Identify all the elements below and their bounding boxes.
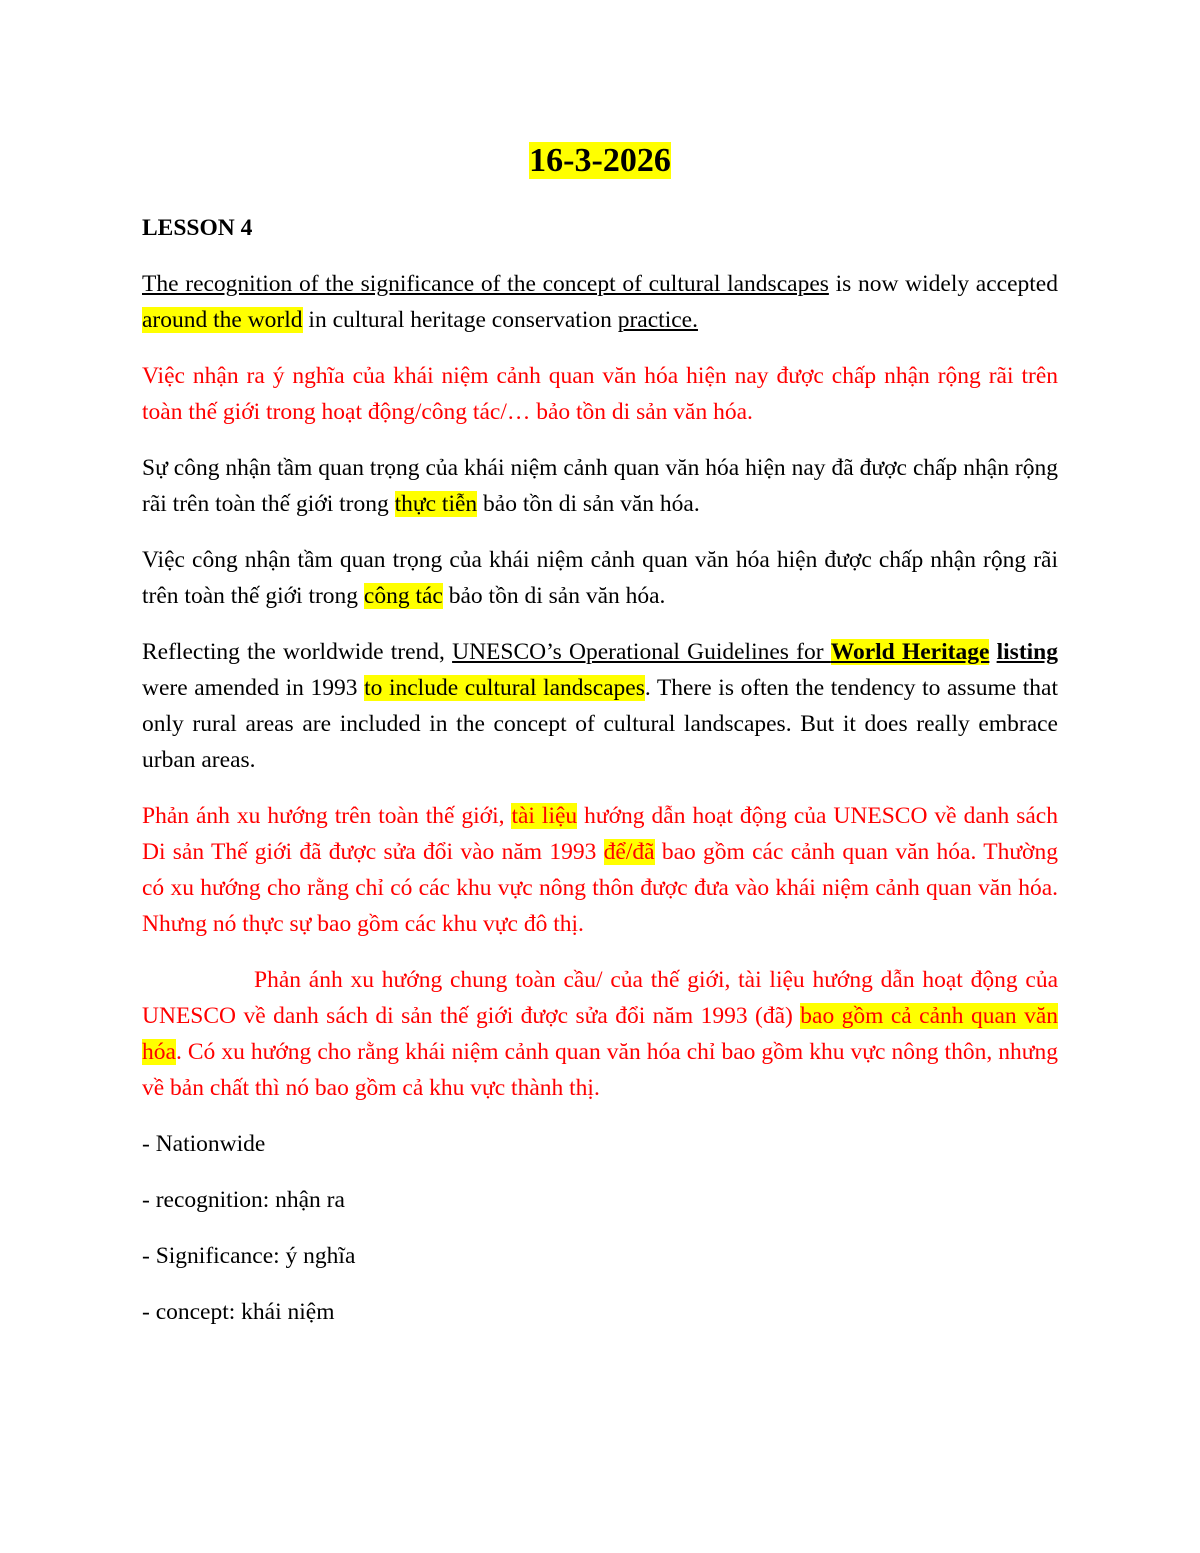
highlighted-phrase: thực tiễn: [394, 491, 478, 517]
date-heading: 16-3-2026: [529, 142, 671, 179]
underlined-phrase: practice.: [617, 307, 698, 333]
text-run: [989, 639, 996, 665]
highlighted-phrase: công tác: [363, 583, 443, 609]
text-run: in cultural heritage conservation: [302, 307, 618, 333]
vocabulary-list: [142, 1126, 1058, 1330]
underlined-phrase: The recognition of the significance of the concept of cultural landscapes: [142, 271, 829, 297]
text-run: Sự công nhận tầm quan trọng của khái niệm cảnh quan văn hóa hiện nay đã được chấp nhận rộng rãi trên toàn thế giới trong: [142, 455, 1058, 517]
page-title: [142, 138, 1058, 184]
vietnamese-translation-4: [142, 798, 1058, 942]
highlighted-phrase: to include cultural landscapes: [364, 675, 645, 701]
document-page: [142, 138, 1058, 1350]
english-paragraph-1: [142, 266, 1058, 338]
text-run: Phản ánh xu hướng chung toàn cầu/ của thế giới, tài liệu hướng dẫn hoạt động của UNESCO về danh sách di sản thế giới được sửa đổi năm 1993 (đã): [142, 967, 1058, 1029]
english-paragraph-2: [142, 634, 1058, 778]
highlighted-phrase: để/đã: [603, 839, 655, 865]
highlighted-phrase: tài liệu: [511, 803, 578, 829]
vietnamese-translation-3: [142, 542, 1058, 614]
text-run: . Có xu hướng cho rằng khái niệm cảnh quan văn hóa chỉ bao gồm khu vực nông thôn, nhưng về bản chất thì nó bao gồm cả khu vực thành thị.: [142, 1039, 1058, 1101]
text-run: . There is often the tendency to assume that only rural areas are included in the concept of cultural landscapes. But it does really embrace urban areas.: [142, 675, 1059, 773]
highlighted-phrase: bao gồm cả cảnh quan văn hóa: [142, 1003, 1059, 1065]
text-run: bao gồm các cảnh quan văn hóa. Thường có xu hướng cho rằng chỉ có các khu vực nông thôn được đưa vào khái niệm cảnh quan văn hóa. Nhưng nó thực sự bao gồm các khu vực đô thị.: [142, 839, 1058, 937]
text-run: Phản ánh xu hướng trên toàn thế giới,: [142, 803, 512, 829]
text-run: bảo tồn di sản văn hóa.: [442, 583, 666, 609]
highlighted-phrase: around the world: [142, 307, 303, 333]
vocabulary-item: - concept: khái niệm: [142, 1299, 335, 1325]
vocabulary-item: - recognition: nhận ra: [142, 1187, 345, 1213]
text-run: is now widely accepted: [828, 271, 1058, 297]
text-run: bảo tồn di sản văn hóa.: [477, 491, 700, 517]
text-run: were amended in 1993: [142, 675, 365, 701]
vietnamese-translation-5: [142, 962, 1058, 1106]
text-run: hướng dẫn hoạt động của UNESCO về danh sách Di sản Thế giới đã được sửa đổi vào năm 1993: [142, 803, 1058, 865]
vocabulary-item: - Significance: ý nghĩa: [142, 1243, 356, 1269]
bold-underlined-phrase: listing: [996, 639, 1058, 665]
underlined-phrase: UNESCO’s Operational Guidelines for: [452, 639, 831, 665]
highlighted-bold-phrase: World Heritage: [830, 639, 990, 665]
vietnamese-translation-1: Việc nhận ra ý nghĩa của khái niệm cảnh quan văn hóa hiện nay được chấp nhận rộng rãi trên toàn thế giới trong hoạt động/công tác/… bảo tồn di sản văn hóa.: [142, 363, 1058, 425]
text-run: Việc công nhận tầm quan trọng của khái niệm cảnh quan văn hóa hiện được chấp nhận rộng rãi trên toàn thế giới trong: [142, 547, 1058, 609]
vocabulary-item: - Nationwide: [142, 1131, 266, 1157]
vietnamese-translation-2: [142, 450, 1058, 522]
lesson-heading: LESSON 4: [142, 215, 253, 241]
text-run: Reflecting the worldwide trend,: [142, 639, 453, 665]
